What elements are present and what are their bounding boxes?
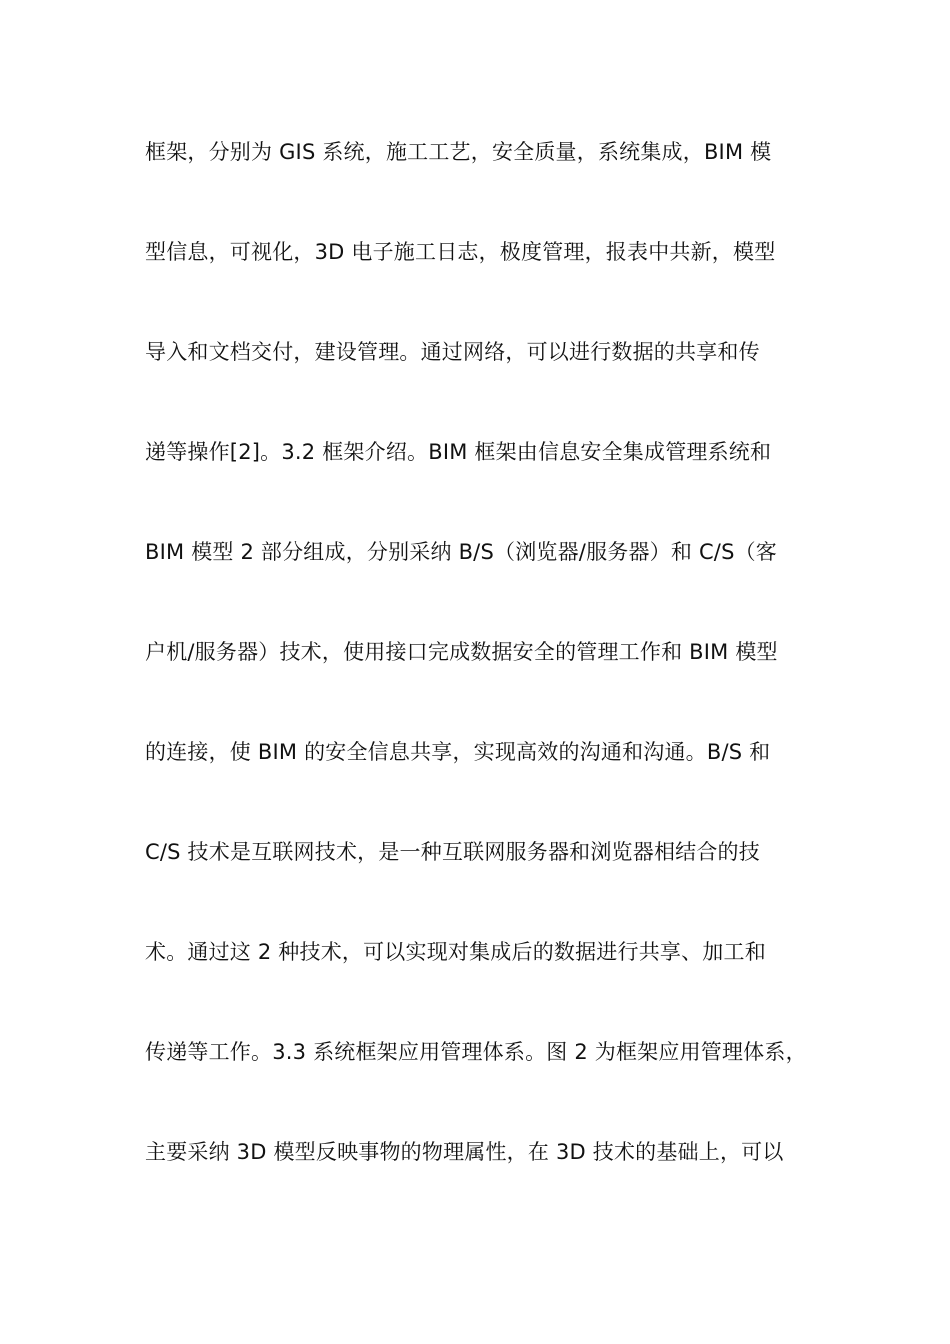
text-line: 框架，分别为 GIS 系统，施工工艺，安全质量，系统集成，BIM 模 bbox=[145, 140, 772, 164]
body-text bbox=[145, 133, 825, 1233]
text-line: 传递等工作。3.3 系统框架应用管理体系。图 2 为框架应用管理体系， bbox=[145, 1040, 807, 1064]
text-line: 导入和文档交付，建设管理。通过网络，可以进行数据的共享和传 bbox=[145, 340, 760, 364]
text-line: 户机/服务器）技术，使用接口完成数据安全的管理工作和 BIM 模型 bbox=[145, 640, 778, 664]
text-line: 术。通过这 2 种技术，可以实现对集成后的数据进行共享、加工和 bbox=[145, 940, 766, 964]
text-line: 的连接，使 BIM 的安全信息共享，实现高效的沟通和沟通。B/S 和 bbox=[145, 740, 771, 764]
text-line: 主要采纳 3D 模型反映事物的物理属性，在 3D 技术的基础上，可以 bbox=[145, 1140, 784, 1164]
text-line: C/S 技术是互联网技术，是一种互联网服务器和浏览器相结合的技 bbox=[145, 840, 760, 864]
text-line: 型信息，可视化，3D 电子施工日志，极度管理，报表中共新，模型 bbox=[145, 240, 776, 264]
text-line: 递等操作[2]。3.2 框架介绍。BIM 框架由信息安全集成管理系统和 bbox=[145, 440, 772, 464]
text-line: BIM 模型 2 部分组成，分别采纳 B/S（浏览器/服务器）和 C/S（客 bbox=[145, 540, 778, 564]
